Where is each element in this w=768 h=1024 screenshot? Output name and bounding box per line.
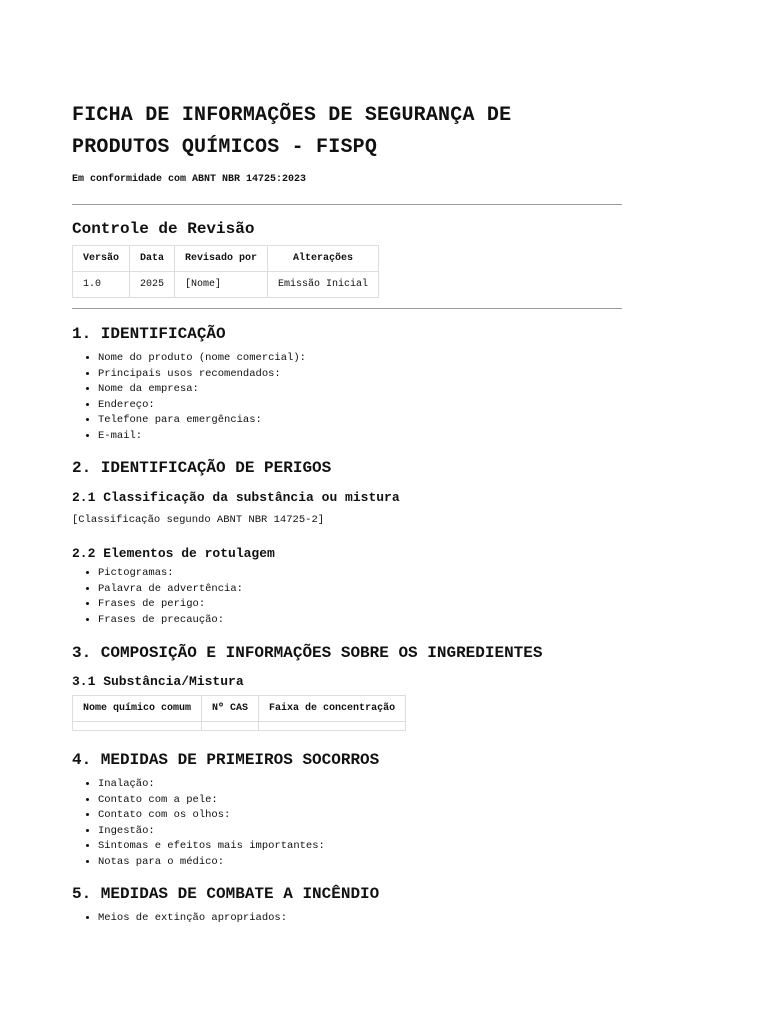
composition-header-cell: Faixa de concentração	[259, 696, 406, 722]
revision-table	[72, 245, 379, 298]
revision-header-cell: Versão	[73, 246, 130, 272]
section-2-2-list	[72, 566, 622, 628]
list-item: • Meios de extinção apropriados:	[98, 911, 622, 927]
composition-table	[72, 695, 406, 731]
table-cell	[73, 722, 202, 731]
divider-top	[72, 204, 622, 205]
section-5-title: 5. MEDIDAS DE COMBATE A INCÊNDIO	[72, 885, 380, 903]
list-item: • Telefone para emergências:	[98, 413, 622, 429]
composition-header-row	[73, 696, 406, 722]
composition-header-cell: Nº CAS	[202, 696, 259, 722]
section-4-list	[72, 777, 622, 870]
table-cell: 1.0	[73, 272, 130, 298]
list-item: • Pictogramas:	[98, 566, 622, 582]
section-2-1-text: [Classificação segundo ABNT NBR 14725-2]	[72, 514, 325, 526]
divider-mid	[72, 308, 622, 309]
list-item: • Ingestão:	[98, 824, 622, 840]
section-2-2-title: 2.2 Elementos de rotulagem	[72, 546, 275, 561]
list-item: • Contato com a pele:	[98, 793, 622, 809]
document-page	[72, 100, 622, 927]
list-item: • E-mail:	[98, 429, 622, 445]
list-item: • Frases de perigo:	[98, 597, 622, 613]
revision-header-row	[73, 246, 379, 272]
section-3-title: 3. COMPOSIÇÃO E INFORMAÇÕES SOBRE OS INGREDIENTES	[72, 644, 543, 662]
table-row	[73, 722, 406, 731]
section-3-1-title: 3.1 Substância/Mistura	[72, 674, 244, 689]
list-item: • Inalação:	[98, 777, 622, 793]
section-5-list	[72, 911, 622, 927]
document-title	[72, 100, 622, 164]
document-subtitle: Em conformidade com ABNT NBR 14725:2023	[72, 174, 307, 185]
section-2-1-title: 2.1 Classificação da substância ou mistura	[72, 490, 400, 505]
revision-header-cell: Data	[130, 246, 175, 272]
list-item: • Sintomas e efeitos mais importantes:	[98, 839, 622, 855]
table-cell: 2025	[130, 272, 175, 298]
list-item: • Endereço:	[98, 398, 622, 414]
table-cell	[202, 722, 259, 731]
list-item: • Nome do produto (nome comercial):	[98, 351, 622, 367]
list-item: • Principais usos recomendados:	[98, 367, 622, 383]
list-item: • Frases de precaução:	[98, 613, 622, 629]
title-line-2: PRODUTOS QUÍMICOS - FISPQ	[72, 136, 378, 159]
revision-title: Controle de Revisão	[72, 220, 255, 238]
title-line-1: FICHA DE INFORMAÇÕES DE SEGURANÇA DE	[72, 104, 512, 127]
revision-header-cell: Revisado por	[175, 246, 268, 272]
section-2-title: 2. IDENTIFICAÇÃO DE PERIGOS	[72, 459, 332, 477]
section-1-list	[72, 351, 622, 444]
revision-header-cell: Alterações	[268, 246, 379, 272]
list-item: • Notas para o médico:	[98, 855, 622, 871]
table-cell	[259, 722, 406, 731]
list-item: • Palavra de advertência:	[98, 582, 622, 598]
list-item: • Contato com os olhos:	[98, 808, 622, 824]
section-4-title: 4. MEDIDAS DE PRIMEIROS SOCORROS	[72, 751, 380, 769]
section-1-title: 1. IDENTIFICAÇÃO	[72, 325, 226, 343]
list-item: • Nome da empresa:	[98, 382, 622, 398]
table-cell: Emissão Inicial	[268, 272, 379, 298]
composition-header-cell: Nome químico comum	[73, 696, 202, 722]
table-row	[73, 272, 379, 298]
table-cell: [Nome]	[175, 272, 268, 298]
